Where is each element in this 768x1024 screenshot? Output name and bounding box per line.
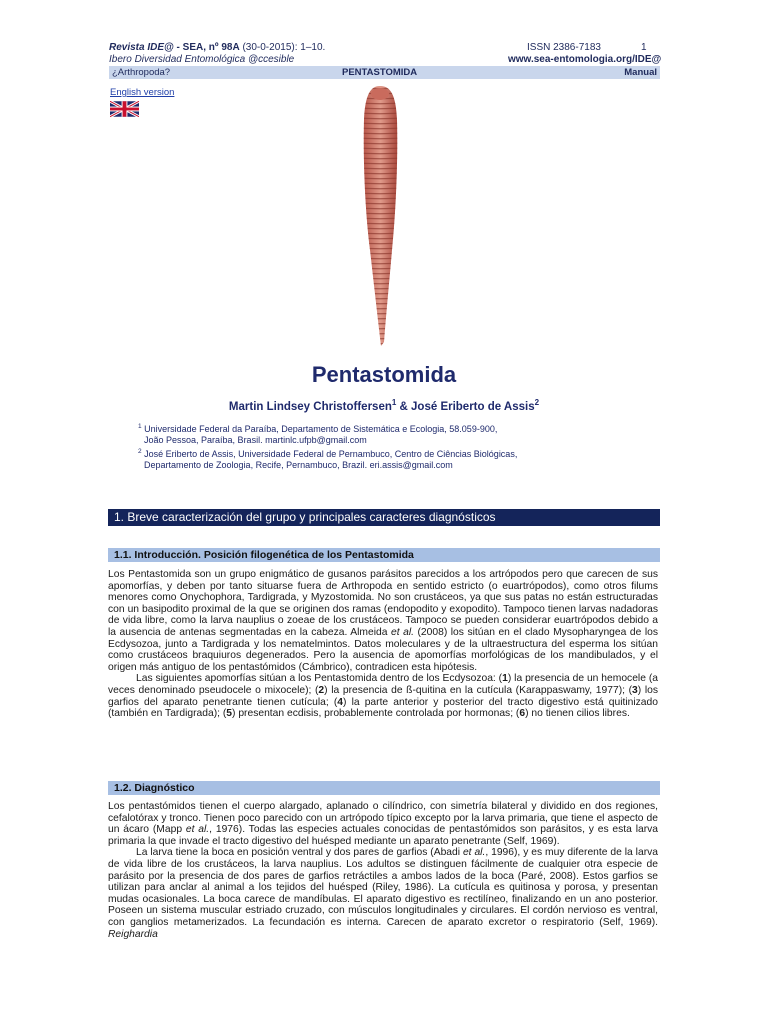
section-1-heading (108, 509, 660, 526)
apomorphy-5: 5 (226, 708, 233, 720)
diag-p1-etal: et al. (185, 824, 210, 836)
pentastomid-specimen-image (350, 80, 410, 350)
subsection-1-2-heading (108, 781, 660, 795)
page-title: Pentastomida (311, 362, 457, 387)
author-1-sup: 1 (391, 398, 397, 407)
intro-p2-a: Las siguientes apomorfías sitúan a los Pentastomida dentro de los Ecdysozoa: ( (136, 673, 503, 685)
subsection-1-1-heading (108, 548, 660, 562)
affil-1-text: Universidade Federal da Paraíba, Departamento de Sistemática e Ecologia, 58.059-900, (141, 424, 498, 434)
journal-name: Revista IDE@ (109, 42, 174, 53)
journal-header (109, 42, 325, 53)
subsection-1-1-title: 1.1. Introducción. Posición filogenética de los Pentastomida (114, 549, 414, 561)
diag-p2-etal: et al. (462, 847, 486, 859)
apomorphy-2: 2 (318, 684, 325, 696)
affiliation-line-3 (138, 446, 517, 460)
author-2-sup: 2 (534, 398, 540, 407)
affiliation-line-1 (138, 421, 517, 435)
english-version-link[interactable]: English version (110, 87, 175, 98)
author-1: Martin Lindsey Christoffersen (228, 400, 392, 413)
diag-p2-b: , 1996), y es muy diferente de la larva de vida libre de los crustáceos, la larva nauplius. Los adultos se distinguen fácilmente de cualquier otra especie de parásito por la presencia de dos pares de garfios retráctiles a ambos lados de la boca (Paré, 2008). Estos garfios se utilizan para anclar al animal a los tejidos del huésped (Riley, 1986). La cutícula es quitinosa y porosa, y presentan mudas ocasionales. La boca carece de mandíbulas. El aparato digestivo es rectilíneo, finalizando en un ano posterior. Poseen un sistema muscular estriado cruzado, con músculos longitudinales y circulares. El cordón nervioso es ventral, con ganglios metamerizados. La fecundación es interna. Carecen de aparato excretor o respiratorio (Self, 1969). (108, 847, 658, 928)
apomorphy-6: 6 (519, 708, 526, 720)
intro-paragraphs (108, 569, 658, 720)
author-2: José Eriberto de Assis (411, 400, 535, 413)
section-1-title: 1. Breve caracterización del grupo y principales caracteres diagnósticos (114, 510, 496, 524)
band-left: ¿Arthropoda? (112, 67, 171, 78)
issue-number: , nº 98A (203, 42, 240, 53)
authors-and: & (396, 400, 412, 413)
affil-3-text: José Eriberto de Assis, Universidade Federal de Pernambuco, Centro de Ciências Biológicas, (141, 449, 518, 459)
diag-p2-genus: Reighardia (108, 928, 158, 940)
section-band (109, 66, 660, 79)
diagnosis-paragraph-2 (108, 847, 658, 940)
intro-p2-g: ) no tienen cilios libres. (525, 708, 630, 720)
affiliations (138, 421, 517, 471)
diag-p1-a: Los pentastómidos tienen el cuerpo alargado, aplanado o cilíndrico, con simetría bilateral y dividido en dos regiones, cefalotórax y tronco. Tienen poco parecido con un artrópodo típico excepto por la larva primaria, que tiene el aspecto de un ácaro (Mapp (108, 801, 658, 836)
intro-paragraph-2 (108, 673, 658, 719)
apomorphy-4: 4 (337, 696, 344, 708)
diagnosis-paragraphs (108, 801, 658, 940)
intro-p2-e: ) la parte anterior y posterior del tracto digestivo está quitinizado (también en Tardigrada); ( (108, 696, 658, 720)
website-link[interactable]: www.sea-entomologia.org/IDE@ (508, 54, 662, 65)
band-center: PENTASTOMIDA (342, 67, 418, 78)
affiliation-line-2: João Pessoa, Paraíba, Brasil. martinlc.ufpb@gmail.com (144, 435, 367, 445)
affiliation-line-4: Departamento de Zoologia, Recife, Pernambuco, Brazil. eri.assis@gmail.com (144, 460, 453, 470)
diag-p1-b: , 1976). Todas las especies actuales conocidas de pentastómidos son parásitos, y es esta larva primaria la que invade el tracto digestivo del huésped mediante un aparato penetrante (Self, 1969). (108, 824, 659, 847)
intro-p1-a: Los Pentastomida son un grupo enigmático de gusanos parásitos parecidos a los artrópodos pero que carecen de sus apomorfías, y deben por tanto situarse fuera de Arthropoda en sentido estricto (o euartrópodos), como otros filums menores como Onychophora, Tardigrada, y Myzostomida. No son crustáceos, ya que sus patas no están estructuradas con un basipodito proximal de la que se originen dos ramas (endopodito y exopodito). Tampoco tienen larvas nadadoras de vida libre, como la larva nauplius o zoeae de los crustáceos. Tampoco se pueden considerar euartrópodos debido a la ausencia de antenas segmentadas en la cabeza. Almeida (108, 569, 658, 638)
apomorphy-3: 3 (632, 684, 638, 696)
subsection-1-2-title: 1.2. Diagnóstico (114, 782, 195, 794)
intro-p1-etal: et al. (390, 626, 414, 638)
issn: ISSN 2386-7183 (527, 42, 601, 53)
uk-flag-icon[interactable] (110, 101, 139, 117)
issue-date: (30-0-2015): 1–10. (239, 42, 326, 53)
journal-sep: - SEA (173, 42, 204, 53)
intro-p2-b: ) la presencia de un hemocele (a veces denominado pseudocele o mixocele); ( (108, 673, 659, 696)
affil-sup-1: 1 (138, 423, 142, 430)
affil-sup-2: 2 (138, 448, 142, 455)
band-right: Manual (624, 67, 657, 78)
intro-paragraph-1 (108, 569, 658, 673)
intro-p2-c: ) la presencia de ß-quitina en la cutícula (Karappaswamy, 1977); ( (324, 684, 633, 696)
intro-p2-f: ) presentan ecdisis, probablemente controlada por hormonas; ( (232, 708, 520, 720)
diag-p2-a: La larva tiene la boca en posición ventral y dos pares de garfios (Abadi (136, 847, 463, 859)
journal-subtitle: Ibero Diversidad Entomológica @ccesible (109, 54, 295, 65)
page-number: 1 (641, 42, 647, 53)
authors-line (0, 398, 768, 413)
intro-p1-b: (2008) los sitúan en el clado Mysopharyngea de los Ecdysozoa, junto a Tardigrada y los nematelmintos. Datos moleculares y de la ultraestructura del esperma los sitúan como crustáceos braquiuros degenerados. Pero la ausencia de apomorfías morfológicas de los mandibulados, y el origen más antiguo de los pentastómidos (Cámbrico), contradicen esta hipótesis. (108, 626, 658, 673)
intro-p2-d: ) los garfios del aparato penetrante tienen cutícula; ( (108, 684, 658, 708)
apomorphy-1: 1 (502, 673, 508, 685)
diagnosis-paragraph-1 (108, 801, 658, 847)
